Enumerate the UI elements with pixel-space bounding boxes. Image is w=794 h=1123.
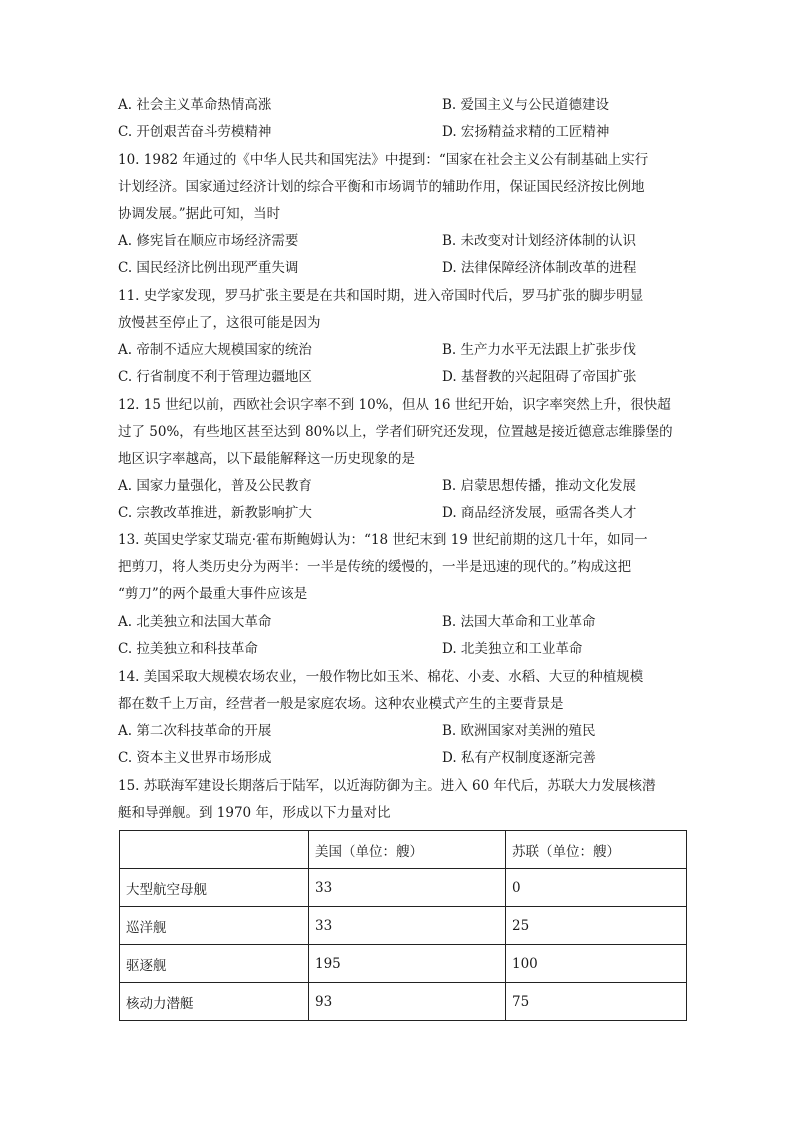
q14-stem-line-1: 14. 美国采取大规模农场农业，一般作物比如玉米、棉花、小麦、水稻、大豆的种植规模 (118, 669, 644, 685)
q9-option-a: A. 社会主义革命热情高涨 (118, 97, 272, 113)
table-cell: 巡洋舰 (120, 907, 309, 945)
table-cell: 驱逐舰 (120, 945, 309, 983)
q11-stem-line-2: 放慢甚至停止了，这很可能是因为 (118, 315, 321, 331)
q13-option-b: B. 法国大革命和工业革命 (442, 614, 596, 630)
q14-option-b: B. 欧洲国家对美洲的殖民 (442, 723, 596, 739)
q10-option-d: D. 法律保障经济体制改革的进程 (442, 260, 637, 276)
table-cell: 核动力潜艇 (120, 983, 309, 1021)
q12-option-c: C. 宗教改革推进，新教影响扩大 (118, 505, 312, 521)
q9-option-d: D. 宏扬精益求精的工匠精神 (442, 124, 610, 140)
q12-option-d: D. 商品经济发展，亟需各类人才 (442, 505, 637, 521)
q14-stem-line-2: 都在数千上万亩，经营者一般是家庭农场。这种农业模式产生的主要背景是 (118, 696, 564, 712)
q15-stem-line-2: 艇和导弹舰。到 1970 年，形成以下力量对比 (118, 805, 391, 821)
table-row (120, 945, 687, 983)
q10-stem-line-2: 计划经济。国家通过经济计划的综合平衡和市场调节的辅助作用，保证国民经济按比例地 (118, 179, 645, 195)
table-cell: 大型航空母舰 (120, 869, 309, 907)
q9-option-c: C. 开创艰苦奋斗劳模精神 (118, 124, 272, 140)
q10-option-a: A. 修宪旨在顺应市场经济需要 (118, 233, 299, 249)
table-cell: 33 (309, 907, 506, 945)
table-cell: 0 (506, 869, 687, 907)
q14-option-d: D. 私有产权制度逐渐完善 (442, 750, 596, 766)
q11-option-b: B. 生产力水平无法跟上扩张步伐 (442, 342, 637, 358)
q13-stem-line-2: 把剪刀，将人类历史分为两半：一半是传统的缓慢的，一半是迅速的现代的。”构成这把 (118, 559, 632, 575)
q11-option-a: A. 帝制不适应大规模国家的统治 (118, 342, 312, 358)
table-cell: 75 (506, 983, 687, 1021)
table-cell: 33 (309, 869, 506, 907)
q10-option-c: C. 国民经济比例出现严重失调 (118, 260, 299, 276)
q11-option-c: C. 行省制度不利于管理边疆地区 (118, 369, 312, 385)
table-row (120, 983, 687, 1021)
q9-option-b: B. 爱国主义与公民道德建设 (442, 97, 610, 113)
table-cell: 93 (309, 983, 506, 1021)
q12-stem-line-1: 12. 15 世纪以前，西欧社会识字率不到 10%，但从 16 世纪开始，识字率突然上升，很快超 (118, 397, 671, 413)
q13-stem-line-1: 13. 英国史学家艾瑞克·霍布斯鲍姆认为：“18 世纪末到 19 世纪前期的这几十年，如同一 (118, 532, 648, 548)
table-header-row (120, 831, 687, 869)
table-header-cell: 苏联（单位：艘） (506, 831, 687, 869)
q11-option-d: D. 基督教的兴起阻碍了帝国扩张 (442, 369, 637, 385)
q14-option-c: C. 资本主义世界市场形成 (118, 750, 272, 766)
q12-option-b: B. 启蒙思想传播，推动文化发展 (442, 478, 637, 494)
q13-option-d: D. 北美独立和工业革命 (442, 641, 583, 657)
table-row (120, 869, 687, 907)
table-cell: 100 (506, 945, 687, 983)
q11-stem-line-1: 11. 史学家发现，罗马扩张主要是在共和国时期，进入帝国时代后，罗马扩张的脚步明显 (118, 288, 644, 304)
table-row (120, 907, 687, 945)
naval-force-comparison-table (119, 830, 687, 1021)
table-header-cell: 美国（单位：艘） (309, 831, 506, 869)
table-header-cell (120, 831, 309, 869)
table-cell: 25 (506, 907, 687, 945)
q12-stem-line-3: 地区识字率越高，以下最能解释这一历史现象的是 (118, 451, 415, 467)
q12-stem-line-2: 过了 50%，有些地区甚至达到 80%以上，学者们研究还发现，位置越是接近德意志维滕堡的 (118, 424, 673, 440)
q14-option-a: A. 第二次科技革命的开展 (118, 723, 272, 739)
q13-stem-line-3: “剪刀”的两个最重大事件应该是 (118, 586, 308, 602)
q12-option-a: A. 国家力量强化，普及公民教育 (118, 478, 312, 494)
table-cell: 195 (309, 945, 506, 983)
q10-option-b: B. 未改变对计划经济体制的认识 (442, 233, 637, 249)
q13-option-c: C. 拉美独立和科技革命 (118, 641, 258, 657)
q10-stem-line-3: 协调发展。”据此可知，当时 (118, 206, 281, 222)
q13-option-a: A. 北美独立和法国大革命 (118, 614, 272, 630)
q15-stem-line-1: 15. 苏联海军建设长期落后于陆军，以近海防御为主。进入 60 年代后，苏联大力发展核潜 (118, 778, 656, 794)
q10-stem-line-1: 10. 1982 年通过的《中华人民共和国宪法》中提到：“国家在社会主义公有制基础上实行 (118, 152, 649, 168)
